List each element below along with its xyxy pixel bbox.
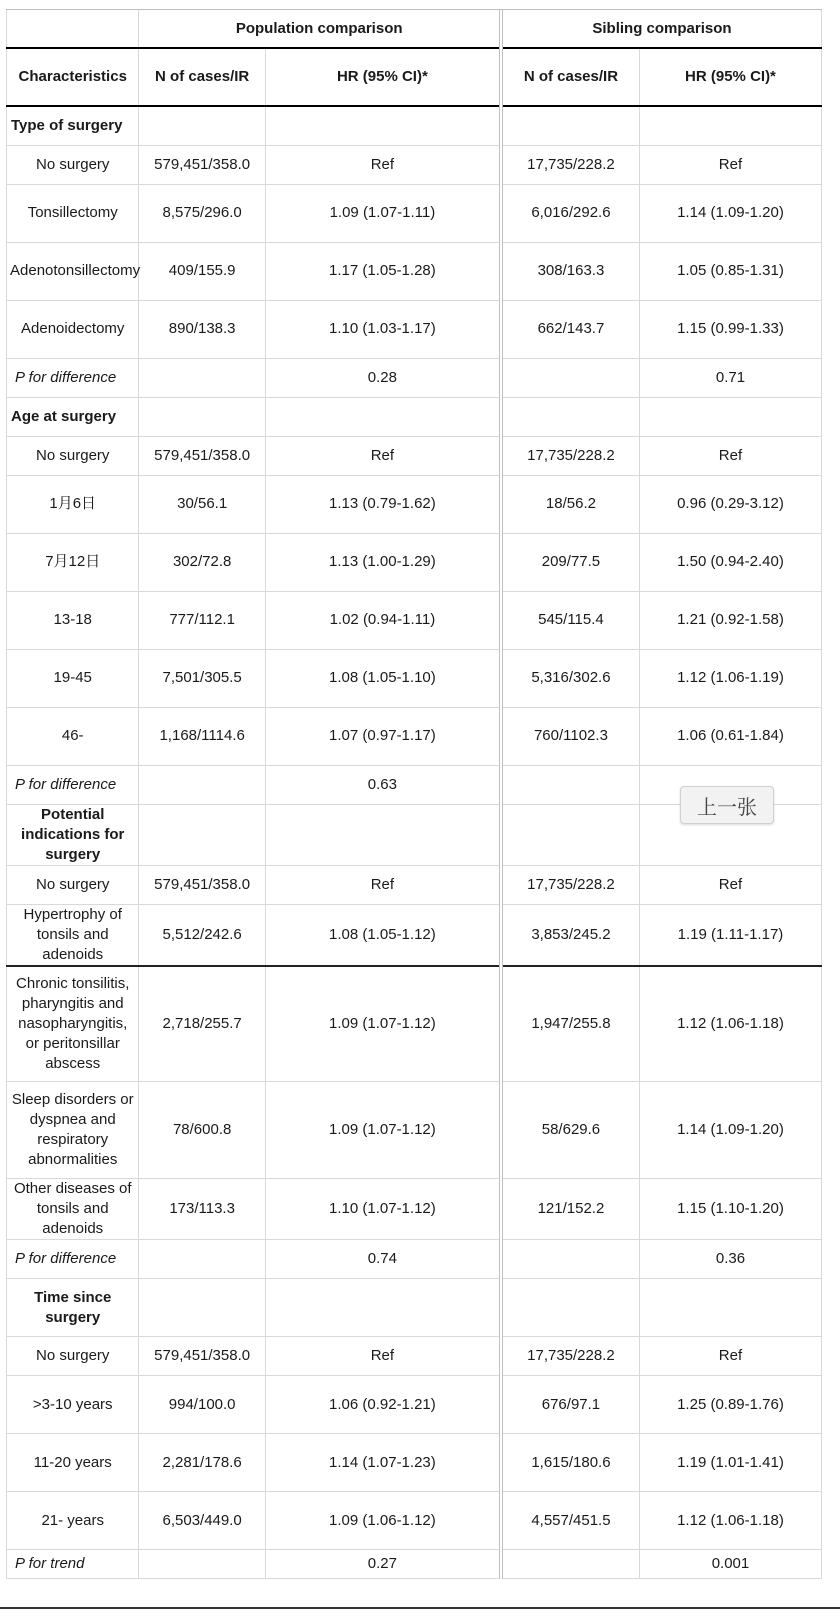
row-label: No surgery: [7, 1337, 139, 1376]
sibling-n-cell: [501, 1240, 640, 1279]
population-hr-cell: 1.08 (1.05-1.10): [265, 649, 501, 707]
sibling-hr-cell: [639, 397, 821, 436]
sibling-n-cell: 1,615/180.6: [501, 1434, 640, 1492]
row-label: Adenotonsillectomy: [7, 242, 139, 300]
sibling-hr-cell: 0.71: [639, 358, 821, 397]
row-label: 11-20 years: [7, 1434, 139, 1492]
table-row: [7, 1434, 822, 1492]
sibling-n-cell: [501, 397, 640, 436]
sibling-hr-cell: 1.12 (1.06-1.18): [639, 1492, 821, 1550]
population-n-cell: [139, 397, 265, 436]
population-n-cell: 579,451/358.0: [139, 436, 265, 475]
population-n-cell: 994/100.0: [139, 1376, 265, 1434]
table-row: [7, 707, 822, 765]
sibling-hr-cell: 1.14 (1.09-1.20): [639, 1082, 821, 1179]
previous-image-button[interactable]: 上一张: [680, 786, 774, 824]
row-label: P for difference: [7, 765, 139, 804]
sibling-hr-cell: 1.50 (0.94-2.40): [639, 533, 821, 591]
population-n-cell: 579,451/358.0: [139, 1337, 265, 1376]
top-rule: [6, 9, 822, 10]
sibling-n-cell: [501, 106, 640, 145]
sibling-hr-cell: [639, 106, 821, 145]
column-header-row: [7, 48, 822, 106]
population-hr-cell: 0.27: [265, 1550, 501, 1579]
population-n-cell: 6,503/449.0: [139, 1492, 265, 1550]
table-row: [7, 145, 822, 184]
section-row: [7, 106, 822, 145]
sibling-hr-cell: 1.19 (1.11-1.17): [639, 904, 821, 966]
row-label: 46-: [7, 707, 139, 765]
row-label: Tonsillectomy: [7, 184, 139, 242]
population-n-cell: [139, 1279, 265, 1337]
population-hr-cell: 1.09 (1.07-1.12): [265, 1082, 501, 1179]
row-label: 19-45: [7, 649, 139, 707]
table-row: [7, 649, 822, 707]
bottom-rule: [0, 1607, 840, 1609]
sibling-n-cell: 308/163.3: [501, 242, 640, 300]
sibling-n-cell: 3,853/245.2: [501, 904, 640, 966]
sibling-hr-cell: 1.19 (1.01-1.41): [639, 1434, 821, 1492]
population-n-cell: 579,451/358.0: [139, 865, 265, 904]
table-row: [7, 1179, 822, 1240]
population-hr-cell: 1.14 (1.07-1.23): [265, 1434, 501, 1492]
sibling-hr-cell: 0.001: [639, 1550, 821, 1579]
population-n-cell: 5,512/242.6: [139, 904, 265, 966]
sibling-n-cell: 17,735/228.2: [501, 1337, 640, 1376]
population-hr-cell: 1.09 (1.06-1.12): [265, 1492, 501, 1550]
population-hr-cell: 1.09 (1.07-1.12): [265, 966, 501, 1082]
sibling-n-cell: 209/77.5: [501, 533, 640, 591]
population-hr-cell: 1.10 (1.03-1.17): [265, 300, 501, 358]
sibling-hr-cell: 1.12 (1.06-1.18): [639, 966, 821, 1082]
table-row: [7, 475, 822, 533]
row-label: Potential indications for surgery: [7, 804, 139, 865]
population-hr-cell: 1.10 (1.07-1.12): [265, 1179, 501, 1240]
sibling-hr-header: HR (95% CI)*: [639, 48, 821, 106]
row-label: Adenoidectomy: [7, 300, 139, 358]
population-hr-cell: 1.02 (0.94-1.11): [265, 591, 501, 649]
population-hr-cell: 1.06 (0.92-1.21): [265, 1376, 501, 1434]
section-row: [7, 1279, 822, 1337]
population-hr-cell: 1.07 (0.97-1.17): [265, 707, 501, 765]
row-label: Other diseases of tonsils and adenoids: [7, 1179, 139, 1240]
sibling-n-cell: 6,016/292.6: [501, 184, 640, 242]
sibling-n-cell: 18/56.2: [501, 475, 640, 533]
table-row: [7, 1337, 822, 1376]
p-value-row: [7, 1550, 822, 1579]
sibling-n-cell: [501, 358, 640, 397]
population-hr-cell: [265, 1279, 501, 1337]
sibling-n-cell: 760/1102.3: [501, 707, 640, 765]
population-n-cell: 2,718/255.7: [139, 966, 265, 1082]
sibling-n-cell: 17,735/228.2: [501, 145, 640, 184]
sibling-n-cell: [501, 1279, 640, 1337]
table-row: [7, 242, 822, 300]
sibling-n-cell: 4,557/451.5: [501, 1492, 640, 1550]
population-n-cell: 7,501/305.5: [139, 649, 265, 707]
table-row: [7, 1082, 822, 1179]
row-label: Type of surgery: [7, 106, 139, 145]
population-n-header: N of cases/IR: [139, 48, 265, 106]
row-label: Sleep disorders or dyspnea and respiratory abnormalities: [7, 1082, 139, 1179]
sibling-hr-cell: Ref: [639, 436, 821, 475]
sibling-n-cell: 5,316/302.6: [501, 649, 640, 707]
sibling-hr-cell: Ref: [639, 1337, 821, 1376]
sibling-n-cell: 121/152.2: [501, 1179, 640, 1240]
population-n-cell: 8,575/296.0: [139, 184, 265, 242]
row-label: Chronic tonsilitis, pharyngitis and nasopharyngitis, or peritonsillar abscess: [7, 966, 139, 1082]
sibling-hr-cell: 1.15 (0.99-1.33): [639, 300, 821, 358]
population-hr-cell: 0.63: [265, 765, 501, 804]
population-hr-cell: [265, 804, 501, 865]
sibling-hr-cell: 0.36: [639, 1240, 821, 1279]
row-label: Time since surgery: [7, 1279, 139, 1337]
row-label: No surgery: [7, 145, 139, 184]
sibling-hr-cell: Ref: [639, 865, 821, 904]
row-label: Hypertrophy of tonsils and adenoids: [7, 904, 139, 966]
population-n-cell: 579,451/358.0: [139, 145, 265, 184]
sibling-n-cell: [501, 1550, 640, 1579]
population-n-cell: 30/56.1: [139, 475, 265, 533]
population-hr-cell: 1.09 (1.07-1.11): [265, 184, 501, 242]
sibling-hr-cell: 1.12 (1.06-1.19): [639, 649, 821, 707]
table-row: [7, 591, 822, 649]
row-label: 21- years: [7, 1492, 139, 1550]
sibling-hr-cell: 1.25 (0.89-1.76): [639, 1376, 821, 1434]
row-label: >3-10 years: [7, 1376, 139, 1434]
sibling-hr-cell: 1.06 (0.61-1.84): [639, 707, 821, 765]
table-row: [7, 904, 822, 966]
population-hr-header: HR (95% CI)*: [265, 48, 501, 106]
table-row: [7, 1492, 822, 1550]
row-label: 7月12日: [7, 533, 139, 591]
p-value-row: [7, 358, 822, 397]
table-row: [7, 1376, 822, 1434]
population-hr-cell: Ref: [265, 865, 501, 904]
population-hr-cell: [265, 397, 501, 436]
row-label: No surgery: [7, 865, 139, 904]
population-n-cell: 409/155.9: [139, 242, 265, 300]
sibling-hr-cell: 0.96 (0.29-3.12): [639, 475, 821, 533]
row-label: P for difference: [7, 1240, 139, 1279]
population-group-header: Population comparison: [139, 10, 501, 49]
sibling-n-cell: [501, 765, 640, 804]
population-n-cell: 890/138.3: [139, 300, 265, 358]
table-body: [7, 106, 822, 1579]
population-hr-cell: 1.17 (1.05-1.28): [265, 242, 501, 300]
population-n-cell: 302/72.8: [139, 533, 265, 591]
table-row: [7, 865, 822, 904]
table-row: [7, 533, 822, 591]
population-n-cell: 78/600.8: [139, 1082, 265, 1179]
blank-header-cell: [7, 10, 139, 49]
population-n-cell: [139, 1550, 265, 1579]
table-row: [7, 966, 822, 1082]
table-row: [7, 184, 822, 242]
table-row: [7, 300, 822, 358]
population-n-cell: [139, 804, 265, 865]
sibling-hr-cell: [639, 1279, 821, 1337]
sibling-n-cell: 1,947/255.8: [501, 966, 640, 1082]
sibling-n-cell: 662/143.7: [501, 300, 640, 358]
row-label: P for difference: [7, 358, 139, 397]
population-n-cell: 777/112.1: [139, 591, 265, 649]
population-hr-cell: Ref: [265, 1337, 501, 1376]
population-n-cell: [139, 358, 265, 397]
population-hr-cell: 1.08 (1.05-1.12): [265, 904, 501, 966]
population-hr-cell: Ref: [265, 436, 501, 475]
population-hr-cell: 1.13 (1.00-1.29): [265, 533, 501, 591]
population-n-cell: [139, 1240, 265, 1279]
sibling-hr-cell: 1.14 (1.09-1.20): [639, 184, 821, 242]
population-n-cell: 2,281/178.6: [139, 1434, 265, 1492]
sibling-hr-cell: 1.15 (1.10-1.20): [639, 1179, 821, 1240]
sibling-n-cell: 676/97.1: [501, 1376, 640, 1434]
sibling-n-cell: 17,735/228.2: [501, 436, 640, 475]
sibling-n-cell: 545/115.4: [501, 591, 640, 649]
characteristics-header: Characteristics: [7, 48, 139, 106]
population-hr-cell: 1.13 (0.79-1.62): [265, 475, 501, 533]
row-label: P for trend: [7, 1550, 139, 1579]
population-n-cell: [139, 765, 265, 804]
row-label: No surgery: [7, 436, 139, 475]
sibling-n-cell: 58/629.6: [501, 1082, 640, 1179]
population-hr-cell: 0.28: [265, 358, 501, 397]
group-header-row: [7, 10, 822, 49]
row-label: Age at surgery: [7, 397, 139, 436]
table-row: [7, 436, 822, 475]
sibling-n-header: N of cases/IR: [501, 48, 640, 106]
sibling-group-header: Sibling comparison: [501, 10, 822, 49]
sibling-hr-cell: Ref: [639, 145, 821, 184]
population-hr-cell: 0.74: [265, 1240, 501, 1279]
population-n-cell: 1,168/1114.6: [139, 707, 265, 765]
sibling-n-cell: [501, 804, 640, 865]
population-n-cell: 173/113.3: [139, 1179, 265, 1240]
p-value-row: [7, 1240, 822, 1279]
population-hr-cell: Ref: [265, 145, 501, 184]
population-n-cell: [139, 106, 265, 145]
sibling-n-cell: 17,735/228.2: [501, 865, 640, 904]
population-hr-cell: [265, 106, 501, 145]
sibling-hr-cell: 1.05 (0.85-1.31): [639, 242, 821, 300]
section-row: [7, 397, 822, 436]
row-label: 1月6日: [7, 475, 139, 533]
row-label: 13-18: [7, 591, 139, 649]
sibling-hr-cell: 1.21 (0.92-1.58): [639, 591, 821, 649]
